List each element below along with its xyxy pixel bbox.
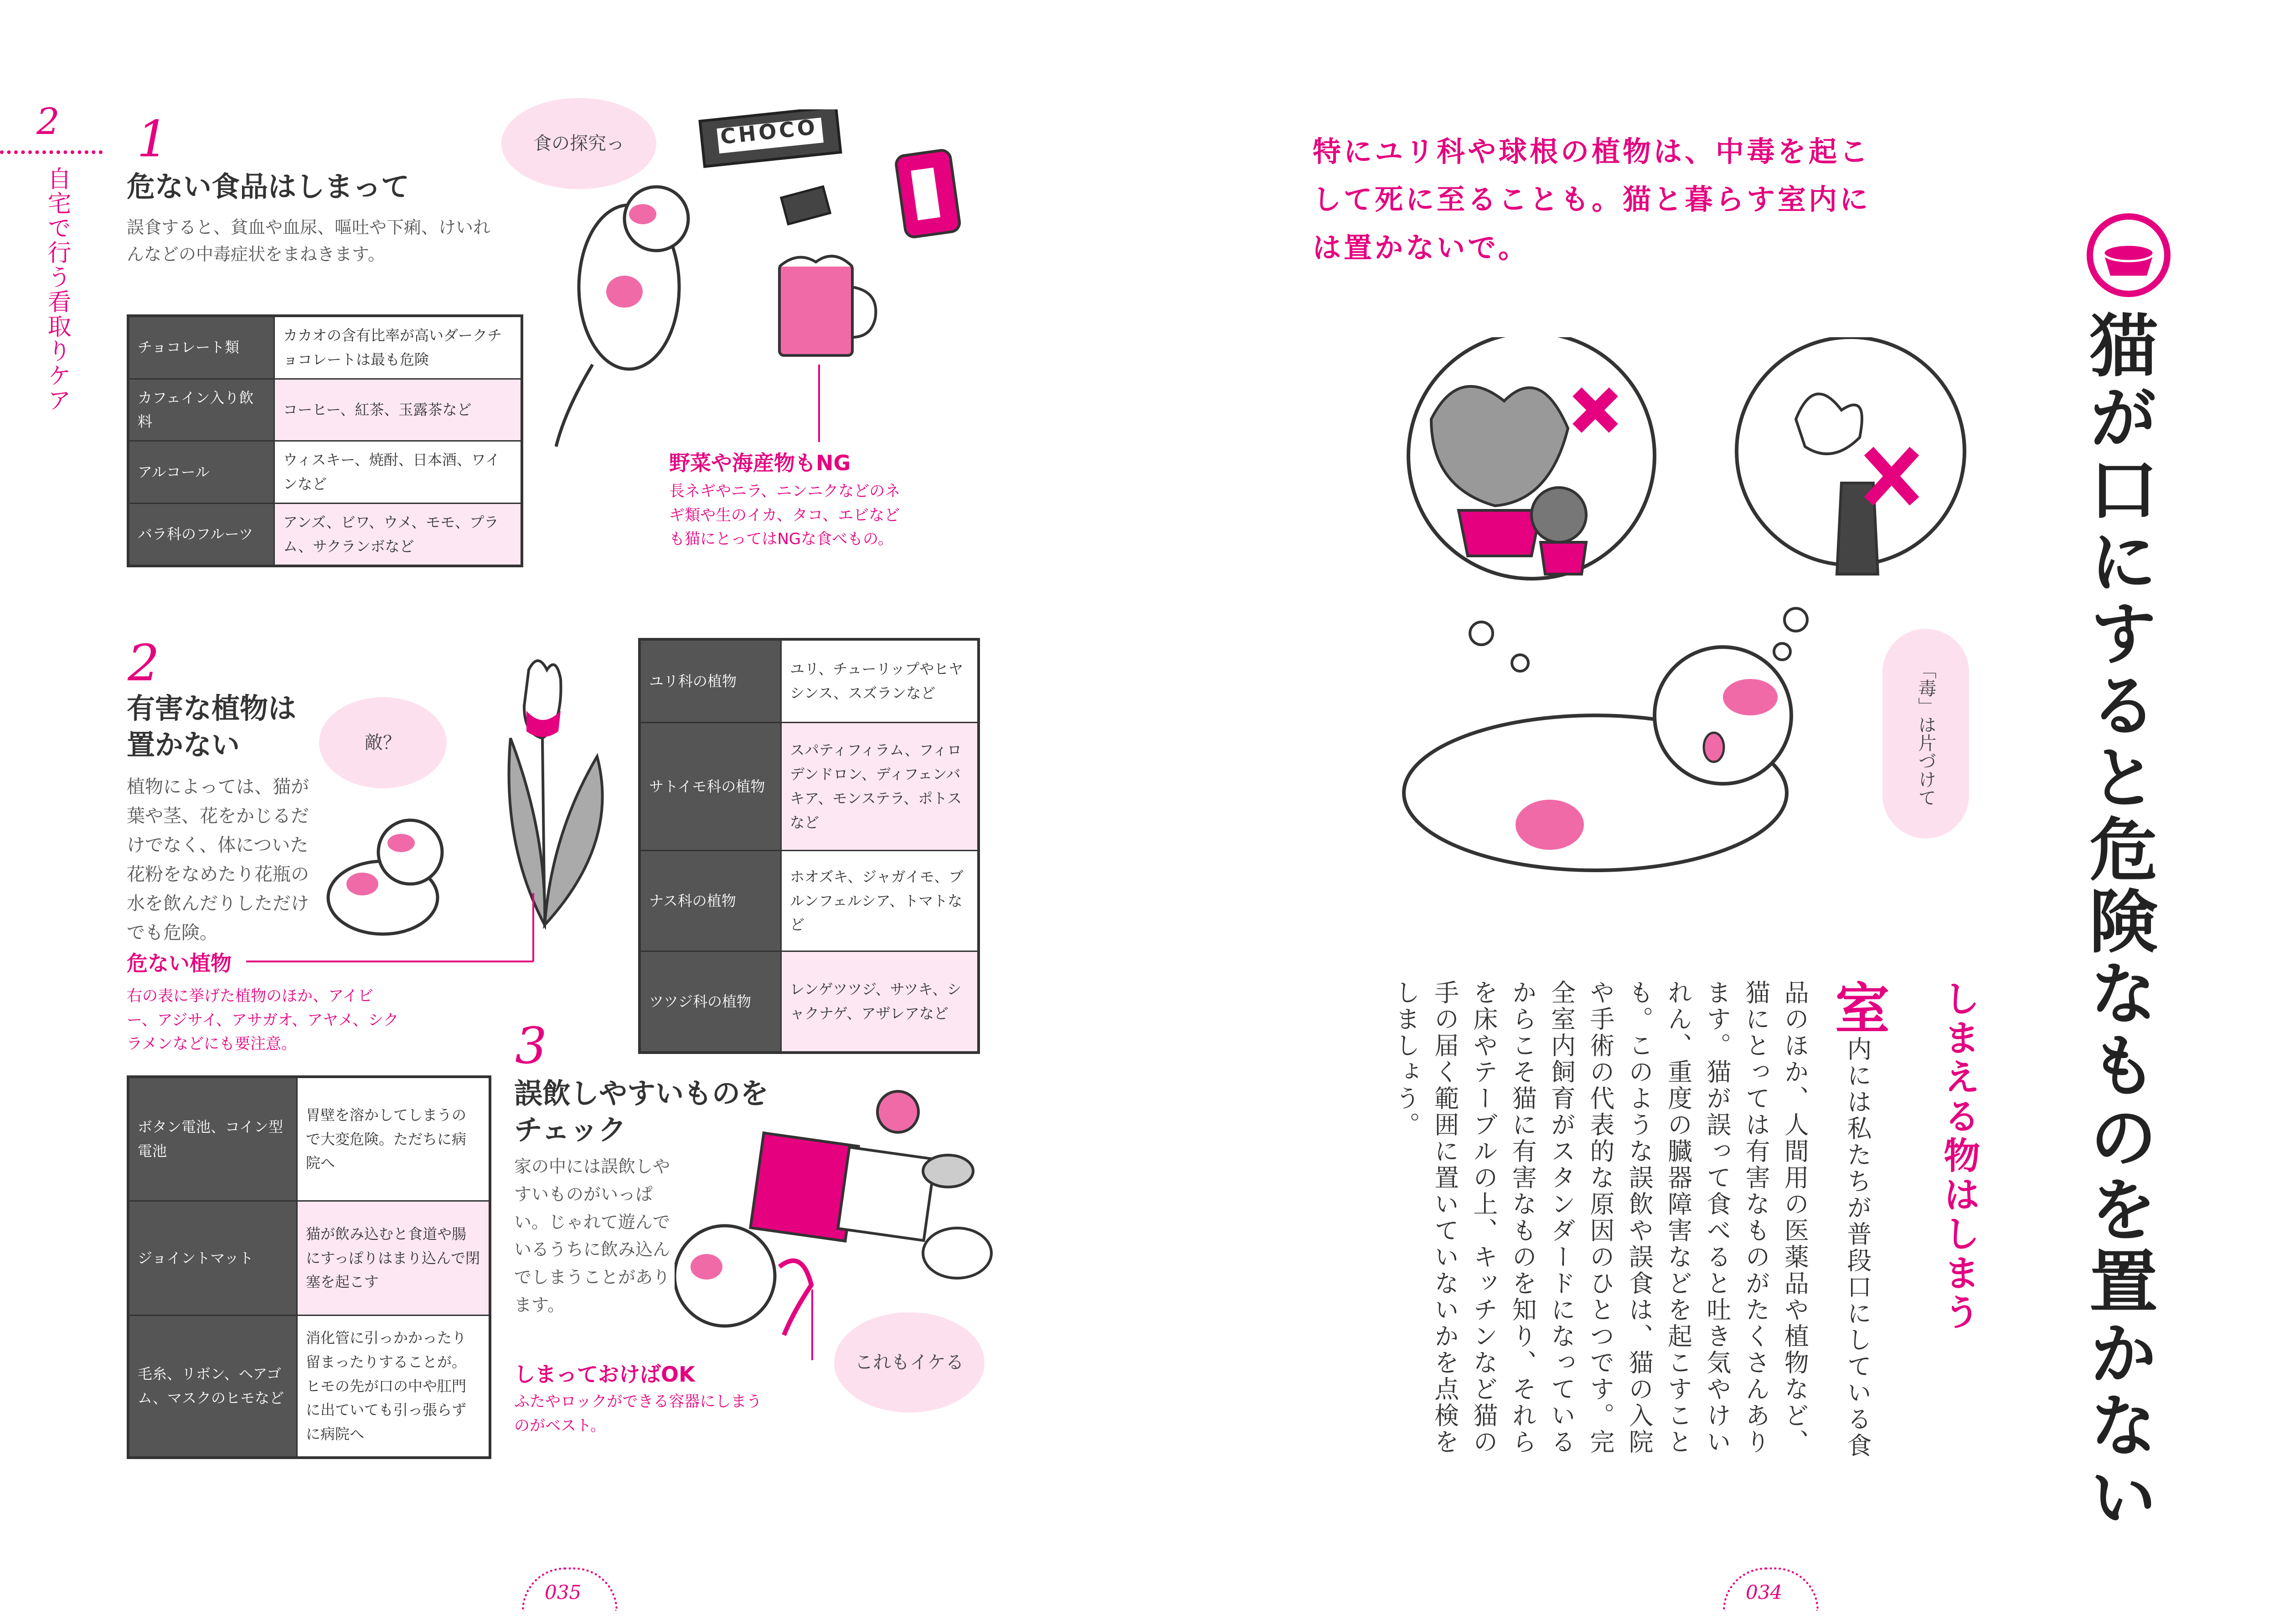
cat-jumping-illustration: [538, 173, 729, 456]
swallow-table-value: 猫が飲み込むと食道や腸にすっぽりはまり込んで閉塞を起こす: [297, 1201, 490, 1316]
swallow-table-value: 胃壁を溶かしてしまうので大変危険。ただちに病院へ: [297, 1077, 490, 1201]
food-table-value: アンズ、ビワ、ウメ、モモ、プラム、サクランボなど: [274, 503, 522, 566]
section-3-number: 3: [515, 1017, 547, 1075]
swallow-table-value: 消化管に引っかかったり留まったりすることが。ヒモの先が口の中や肛門に出ていても引っ張らずに病院へ: [297, 1316, 490, 1458]
lead-text: 特にユリ科や球根の植物は、中毒を起こして死に至ることも。猫と暮らす室内には置かないで。: [1313, 135, 1871, 264]
callout-line: [818, 365, 820, 442]
food-table-key: チョコレート類: [128, 316, 274, 379]
plant-table-key: サトイモ科の植物: [639, 723, 781, 851]
food-table-value: コーヒー、紅茶、玉露茶など: [274, 379, 522, 441]
section-3-body: 家の中には誤飲しやすいものがいっぱい。じゃれて遊んでいるうちに飲み込んでしまうことがあります。: [514, 1156, 670, 1315]
food-bowl-icon: [2083, 210, 2174, 301]
plant-table-key: ユリ科の植物: [639, 639, 781, 723]
speech-bubble-food: 食の探究っ: [501, 98, 656, 189]
callout-line: [532, 893, 534, 961]
food-table-key: アルコール: [128, 441, 274, 504]
callout-line: [246, 961, 533, 962]
plant-table-value: ホオズキ、ジャガイモ、ブルンフェルシア、トマトなど: [781, 851, 979, 951]
main-body-content: 内には私たちが普段口にしている食品のほか、人間用の医薬品や植物など、猫にとっては有害なものがたくさんあります。猫が誤って食べると吐き気やけいれん、重度の臓器障害などを起こすことも。このような誤飲や誤食は、猫の入院や手術の代表的な原因のひとつです。完全室内飼育がスタンダードになっているからこそ猫に有害なものを知り、それらを床やテーブルの上、キッチンなど猫の手の届く範囲に置いていないかを点検をしましょう。: [1392, 980, 1872, 1459]
can-icon: [893, 141, 966, 246]
section-2-number: 2: [128, 634, 160, 692]
note-2-heading: 危ない植物: [127, 947, 241, 977]
page-number-right: 034: [1746, 1581, 1783, 1603]
chapter-number: 2: [36, 100, 60, 143]
cat-sitting-illustration: [319, 811, 465, 939]
note-2-text: 右の表に挙げた植物のほか、アイビー、アジサイ、アサガオ、アヤメ、シクラメンなどにも要注意。: [127, 987, 399, 1054]
page-title: 猫が口にすると危険なものを置かない: [2078, 310, 2157, 1534]
speech-bubble-poison: 「毒」は片づけて: [1882, 629, 1969, 838]
swallow-table-key: 毛糸、リボン、ヘアゴム、マスクのヒモなど: [128, 1316, 297, 1458]
section-2-heading-line2: 置かない: [127, 728, 240, 761]
choco-label: CHOCO: [719, 114, 819, 149]
speech-bubble-this-too: これもイケる: [834, 1312, 985, 1413]
plant-table: [638, 638, 980, 1054]
food-table-value: ウィスキー、焼酎、日本酒、ワインなど: [274, 441, 522, 504]
section-1-heading: 危ない食品はしまって: [127, 170, 410, 203]
page-number-left: 035: [545, 1581, 582, 1603]
note-3-text: ふたやロックができる容器にしまうのがベスト。: [514, 1393, 762, 1435]
plant-table-value: レンゲツツジ、サツキ、シャクナゲ、アザレアなど: [781, 951, 979, 1053]
tulip-illustration: [483, 652, 629, 930]
main-body-text: [1308, 980, 1901, 1481]
chapter-title: 自宅で行う看取りケア: [43, 166, 71, 412]
note-3-heading: しまっておけばOK: [514, 1362, 695, 1387]
section-1-body: 誤食すると、貧血や血尿、嘔吐や下痢、けいれんなどの中毒症状をまねきます。: [127, 217, 491, 264]
beer-mug-icon: [770, 246, 884, 365]
swallow-table-key: ジョイントマット: [128, 1201, 297, 1316]
plant-table-value: スパティフィラム、フィロデンドロン、ディフェンバキア、モンステラ、ポトスなど: [781, 723, 979, 851]
section-2-body: 植物によっては、猫が葉や茎、花をかじるだけでなく、体についた花粉をなめたり花瓶の水を飲んだりしただけでも危険。: [127, 776, 309, 943]
plant-table-key: ナス科の植物: [639, 851, 781, 951]
section-1-number: 1: [137, 110, 169, 168]
note-1-heading: 野菜や海産物もNG: [669, 451, 851, 475]
food-table-key: カフェイン入り飲料: [128, 379, 274, 441]
drop-cap: 室: [1826, 980, 1889, 1036]
section-subheading: しまえる物はしまう: [1938, 980, 1980, 1332]
swallow-table-key: ボタン電池、コイン型電池: [128, 1077, 297, 1201]
food-table: [127, 314, 523, 567]
button-and-battery-icons: [871, 1084, 980, 1194]
food-table-key: バラ科のフルーツ: [128, 503, 274, 566]
chapter-divider: [0, 150, 103, 154]
choco-piece-icon: [775, 178, 839, 237]
section-2-heading-line1: 有害な植物は: [127, 692, 297, 725]
callout-line: [811, 1290, 813, 1360]
plant-table-value: ユリ、チューリップやヒヤシンス、スズランなど: [781, 639, 979, 723]
section-3-heading-line2: チェック: [514, 1113, 627, 1146]
note-1-text: 長ネギやニラ、ニンニクなどのネギ類や生のイカ、タコ、エビなども猫にとってはNGな食べもの。: [669, 482, 901, 549]
speech-bubble-enemy: 敵？: [319, 697, 447, 788]
hair-tie-icon: [916, 1221, 998, 1285]
food-table-value: カカオの含有比率が高いダークチョコレートは最も危険: [274, 316, 522, 379]
swallow-table: [127, 1075, 491, 1459]
section-3-heading-line1: 誤飲しやすいものを: [514, 1077, 769, 1110]
plant-table-key: ツツジ科の植物: [639, 951, 781, 1053]
